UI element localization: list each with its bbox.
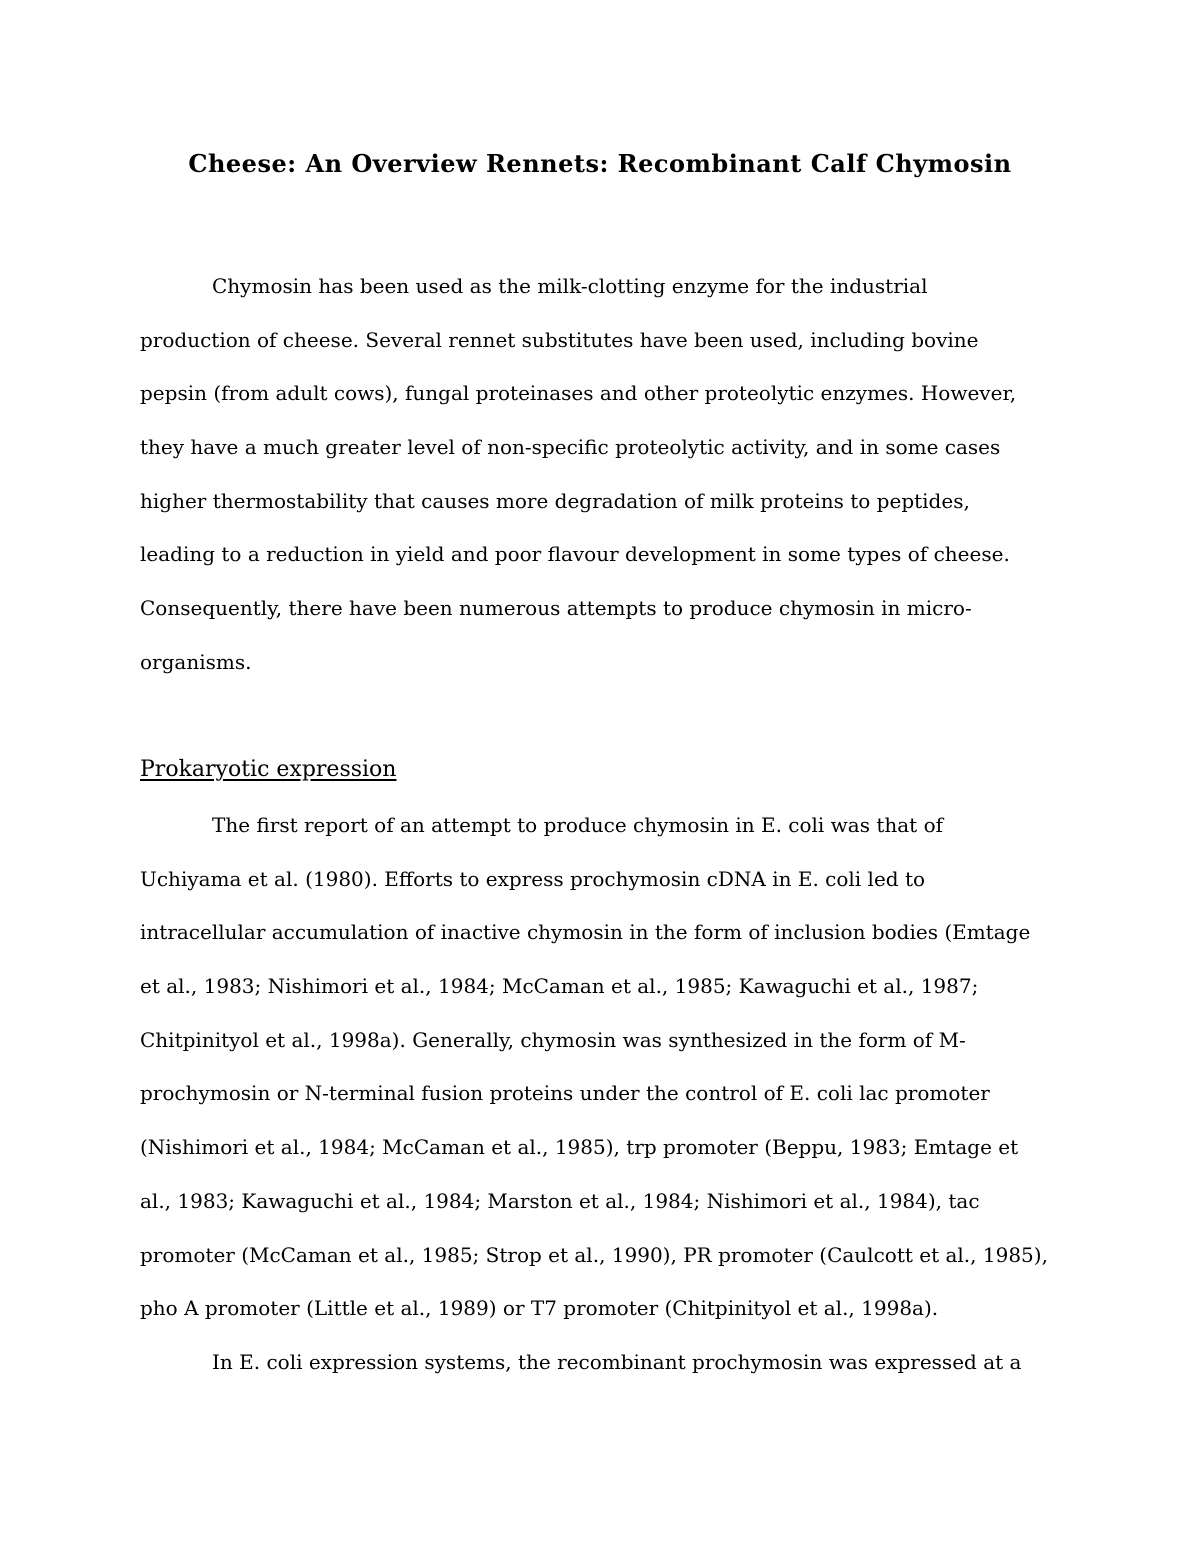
text-line: al., 1983; Kawaguchi et al., 1984; Marston et al., 1984; Nishimori et al., 1984), tac: [140, 1188, 980, 1213]
text-line: higher thermostability that causes more degradation of milk proteins to peptides,: [140, 488, 970, 513]
text-line: (Nishimori et al., 1984; McCaman et al., 1985), trp promoter (Beppu, 1983; Emtage et: [140, 1135, 1019, 1160]
text-line: organisms.: [140, 649, 252, 674]
text-line: Uchiyama et al. (1980). Efforts to express prochymosin cDNA in E. coli led to: [140, 866, 926, 891]
text-line: they have a much greater level of non-specific proteolytic activity, and in some cases: [140, 435, 1001, 460]
text-line: intracellular accumulation of inactive chymosin in the form of inclusion bodies (Emtage: [140, 920, 1031, 945]
intro-paragraph: [140, 260, 1065, 690]
text-line: Consequently, there have been numerous attempts to produce chymosin in micro-: [140, 596, 972, 621]
text-line: et al., 1983; Nishimori et al., 1984; McCaman et al., 1985; Kawaguchi et al., 1987;: [140, 974, 979, 999]
text-line: The first report of an attempt to produce chymosin in E. coli was that of: [212, 813, 944, 837]
section-paragraphs: [140, 799, 1065, 1390]
section-heading: Prokaryotic expression: [140, 757, 397, 782]
text-line: pho A promoter (Little et al., 1989) or T7 promoter (Chitpinityol et al., 1998a).: [140, 1296, 939, 1321]
text-line: Chitpinityol et al., 1998a). Generally, chymosin was synthesized in the form of M-: [140, 1027, 966, 1052]
text-line: production of cheese. Several rennet substitutes have been used, including bovine: [140, 327, 979, 352]
text-line: prochymosin or N-terminal fusion proteins under the control of E. coli lac promoter: [140, 1081, 990, 1106]
text-line: promoter (McCaman et al., 1985; Strop et al., 1990), PR promoter (Caulcott et al., 1985),: [140, 1242, 1048, 1267]
text-line: Chymosin has been used as the milk-clotting enzyme for the industrial: [212, 274, 928, 298]
text-line: pepsin (from adult cows), fungal proteinases and other proteolytic enzymes. However,: [140, 381, 1017, 406]
text-line: leading to a reduction in yield and poor flavour development in some types of cheese.: [140, 542, 1010, 567]
text-line: In E. coli expression systems, the recombinant prochymosin was expressed at a: [212, 1349, 1022, 1374]
document-title: Cheese: An Overview Rennets: Recombinant Calf Chymosin: [188, 149, 1012, 178]
